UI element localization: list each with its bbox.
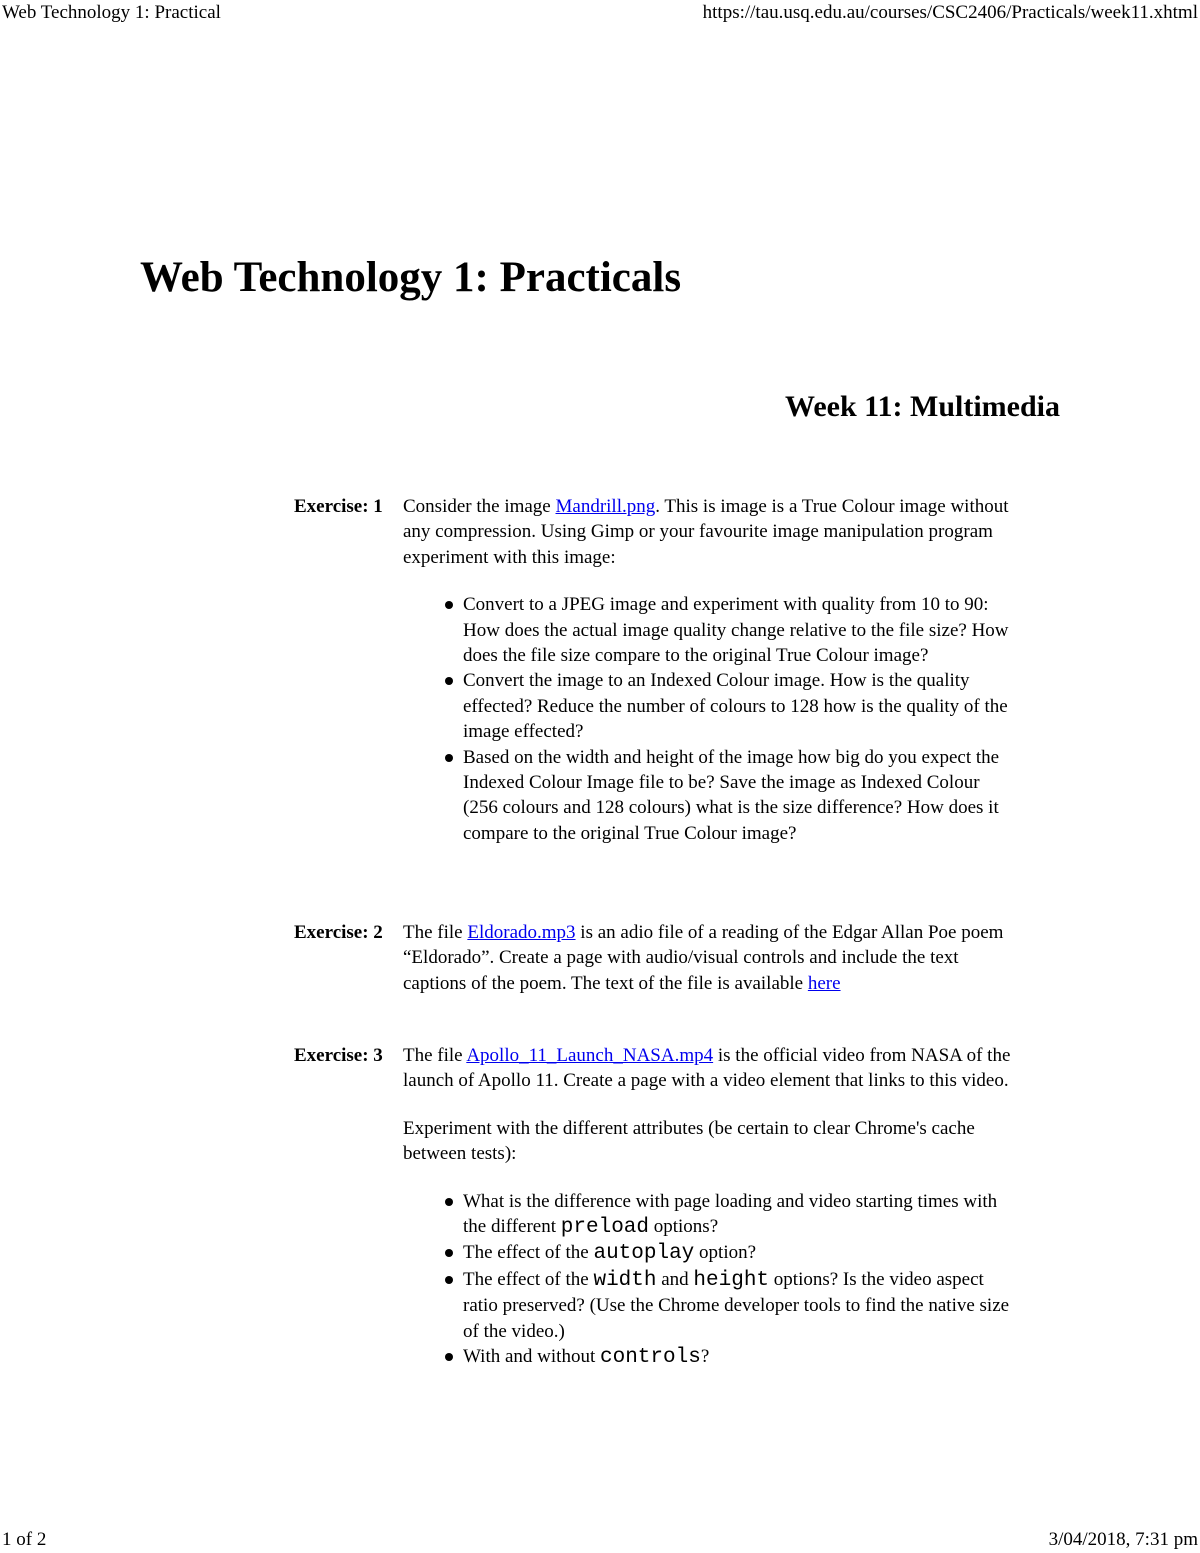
exercise-2 [294,920,1024,996]
item-text: option? [694,1242,757,1264]
exercise-label: Exercise: 3 [294,1045,383,1066]
item-text: and [656,1268,694,1290]
item-text: With and without [463,1346,600,1368]
code-controls: controls [599,1346,701,1370]
eldorado-link[interactable]: Eldorado.mp3 [467,922,576,943]
here-link[interactable]: here [807,972,841,994]
intro-text: The file [403,1045,467,1066]
list-item [463,1240,1015,1266]
exercise-intro [403,1043,1015,1094]
list-item: Based on the width and height of the image how big do you expect the Indexed Colour Image file to be? Save the image as Indexed Colour (256 colours and 128 colours) what is the size difference? How does it compare to the original True Colour image? [463,745,1015,847]
intro-text: The file [403,922,468,943]
task-list [403,592,1015,846]
list-item [463,1267,1015,1344]
print-header-url: https://tau.usq.edu.au/courses/CSC2406/Practicals/week11.xhtml [702,2,1198,23]
item-text: ? [700,1346,710,1368]
print-header-title: Web Technology 1: Practical [2,2,221,23]
code-width: width [593,1268,657,1292]
exercise-3 [294,1043,1024,1370]
exercise-label: Exercise: 1 [294,496,383,517]
code-preload: preload [560,1216,649,1240]
exercise-1 [294,494,1024,846]
intro-text: is the official video from NASA of the launch of Apollo 11. Create a page with a video element that links to this video. [403,1045,1011,1092]
exercise-body [403,1043,1015,1370]
week-title: Week 11: Multimedia [785,390,1060,423]
item-text: What is the difference with page loading and video starting times with the different [463,1190,998,1238]
intro-text: Consider the image [403,496,556,517]
task-list [403,1189,1015,1371]
exercise-body [403,920,1015,996]
list-item: Convert the image to an Indexed Colour image. How is the quality effected? Reduce the number of colours to 128 how is the quality of the image effected? [463,668,1015,744]
print-footer-page: 1 of 2 [2,1529,47,1550]
list-item: Convert to a JPEG image and experiment with quality from 10 to 90: How does the actual image quality change relative to the file size? How does the file size compare to the original True Colour image? [463,592,1015,668]
exercise-intro [403,494,1015,570]
intro-text: . This is image is a True Colour image without any compression. Using Gimp or your favourite image manipulation program experiment with this image: [403,496,1009,568]
mandrill-link[interactable]: Mandrill.png [555,496,656,517]
list-item [463,1344,1015,1370]
exercise-label: Exercise: 2 [294,922,383,943]
print-footer-datetime: 3/04/2018, 7:31 pm [1048,1529,1198,1550]
item-text: The effect of the [463,1268,594,1290]
item-text: options? [649,1216,719,1238]
code-height: height [693,1268,770,1292]
item-text: The effect of the [463,1242,594,1264]
list-item [463,1189,1015,1241]
item-text: options? Is the video aspect ratio preserved? (Use the Chrome developer tools to find the native size of the video.) [463,1268,1010,1342]
intro-text: is an adio file of a reading of the Edgar Allan Poe poem “Eldorado”. Create a page with audio/visual controls and include the text captions of the poem. The text of the file is available [403,922,1004,994]
code-autoplay: autoplay [593,1242,695,1266]
exercise-body [403,494,1015,846]
exercise-paragraph: Experiment with the different attributes (be certain to clear Chrome's cache between tests): [403,1117,975,1165]
page-title: Web Technology 1: Practicals [140,254,682,301]
exercise-intro [403,920,1015,996]
apollo-link[interactable]: Apollo_11_Launch_NASA.mp4 [466,1045,714,1066]
